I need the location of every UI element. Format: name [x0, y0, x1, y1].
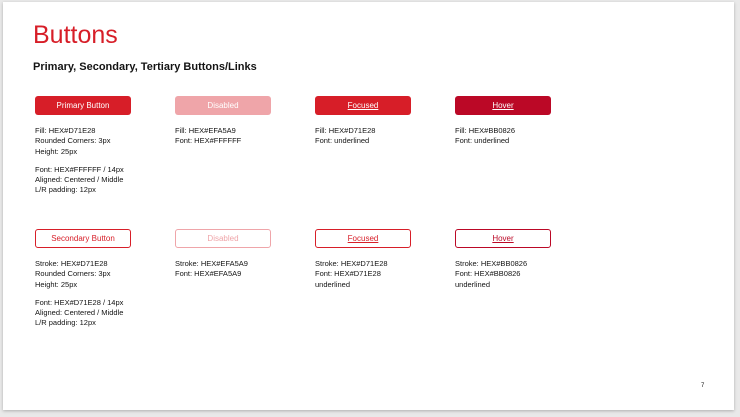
spec-line: Fill: HEX#EFA5A9	[175, 126, 236, 135]
spec-line: L/R padding: 12px	[35, 185, 96, 195]
spec-line: Font: HEX#FFFFFF	[175, 136, 242, 146]
page-title: Buttons	[33, 21, 118, 49]
spec-line: Font: underlined	[315, 136, 370, 146]
page-number: 7	[701, 383, 705, 389]
spec-line: Aligned: Centered / Middle	[35, 308, 124, 318]
page-subtitle: Primary, Secondary, Tertiary Buttons/Links	[33, 61, 257, 73]
spec-line: Aligned: Centered / Middle	[35, 175, 124, 185]
spec-line: Font: HEX#D71E28 / 14px	[35, 297, 124, 307]
primary-hover-button[interactable]: Hover	[455, 96, 551, 115]
spec-line: Rounded Corners: 3px	[35, 136, 111, 146]
spec-line: Stroke: HEX#D71E28	[35, 259, 108, 268]
primary-disabled-button[interactable]: Disabled	[175, 96, 271, 115]
secondary-disabled-spec	[175, 259, 248, 280]
spec-line: L/R padding: 12px	[35, 318, 96, 328]
spec-line: Font: HEX#BB0826	[455, 269, 521, 279]
primary-button-spec	[35, 126, 124, 196]
spec-line: Font: HEX#FFFFFF / 14px	[35, 164, 124, 174]
secondary-disabled-button[interactable]: Disabled	[175, 229, 271, 248]
primary-hover-spec	[455, 126, 515, 147]
spec-line: Font: underlined	[455, 136, 510, 146]
spec-line: Stroke: HEX#BB0826	[455, 259, 528, 268]
spec-line: Font: HEX#D71E28	[315, 269, 381, 279]
spec-line: Stroke: HEX#D71E28	[315, 259, 388, 268]
spec-line: Fill: HEX#D71E28	[315, 126, 376, 135]
spec-line: underlined	[455, 279, 491, 289]
spec-line: Height: 25px	[35, 279, 78, 289]
secondary-focused-spec	[315, 259, 388, 290]
spec-line: Fill: HEX#D71E28	[35, 126, 96, 135]
primary-focused-button[interactable]: Focused	[315, 96, 411, 115]
secondary-button[interactable]: Secondary Button	[35, 229, 131, 248]
secondary-button-spec	[35, 259, 123, 329]
secondary-hover-button[interactable]: Hover	[455, 229, 551, 248]
spec-line: Fill: HEX#BB0826	[455, 126, 516, 135]
secondary-focused-button[interactable]: Focused	[315, 229, 411, 248]
primary-button[interactable]: Primary Button	[35, 96, 131, 115]
spec-line: Font: HEX#EFA5A9	[175, 269, 242, 279]
primary-focused-spec	[315, 126, 375, 147]
primary-disabled-spec	[175, 126, 241, 147]
spec-line: Rounded Corners: 3px	[35, 269, 111, 279]
spec-line: Height: 25px	[35, 146, 78, 156]
spec-line: underlined	[315, 279, 351, 289]
spec-line: Stroke: HEX#EFA5A9	[175, 259, 248, 268]
secondary-hover-spec	[455, 259, 527, 290]
